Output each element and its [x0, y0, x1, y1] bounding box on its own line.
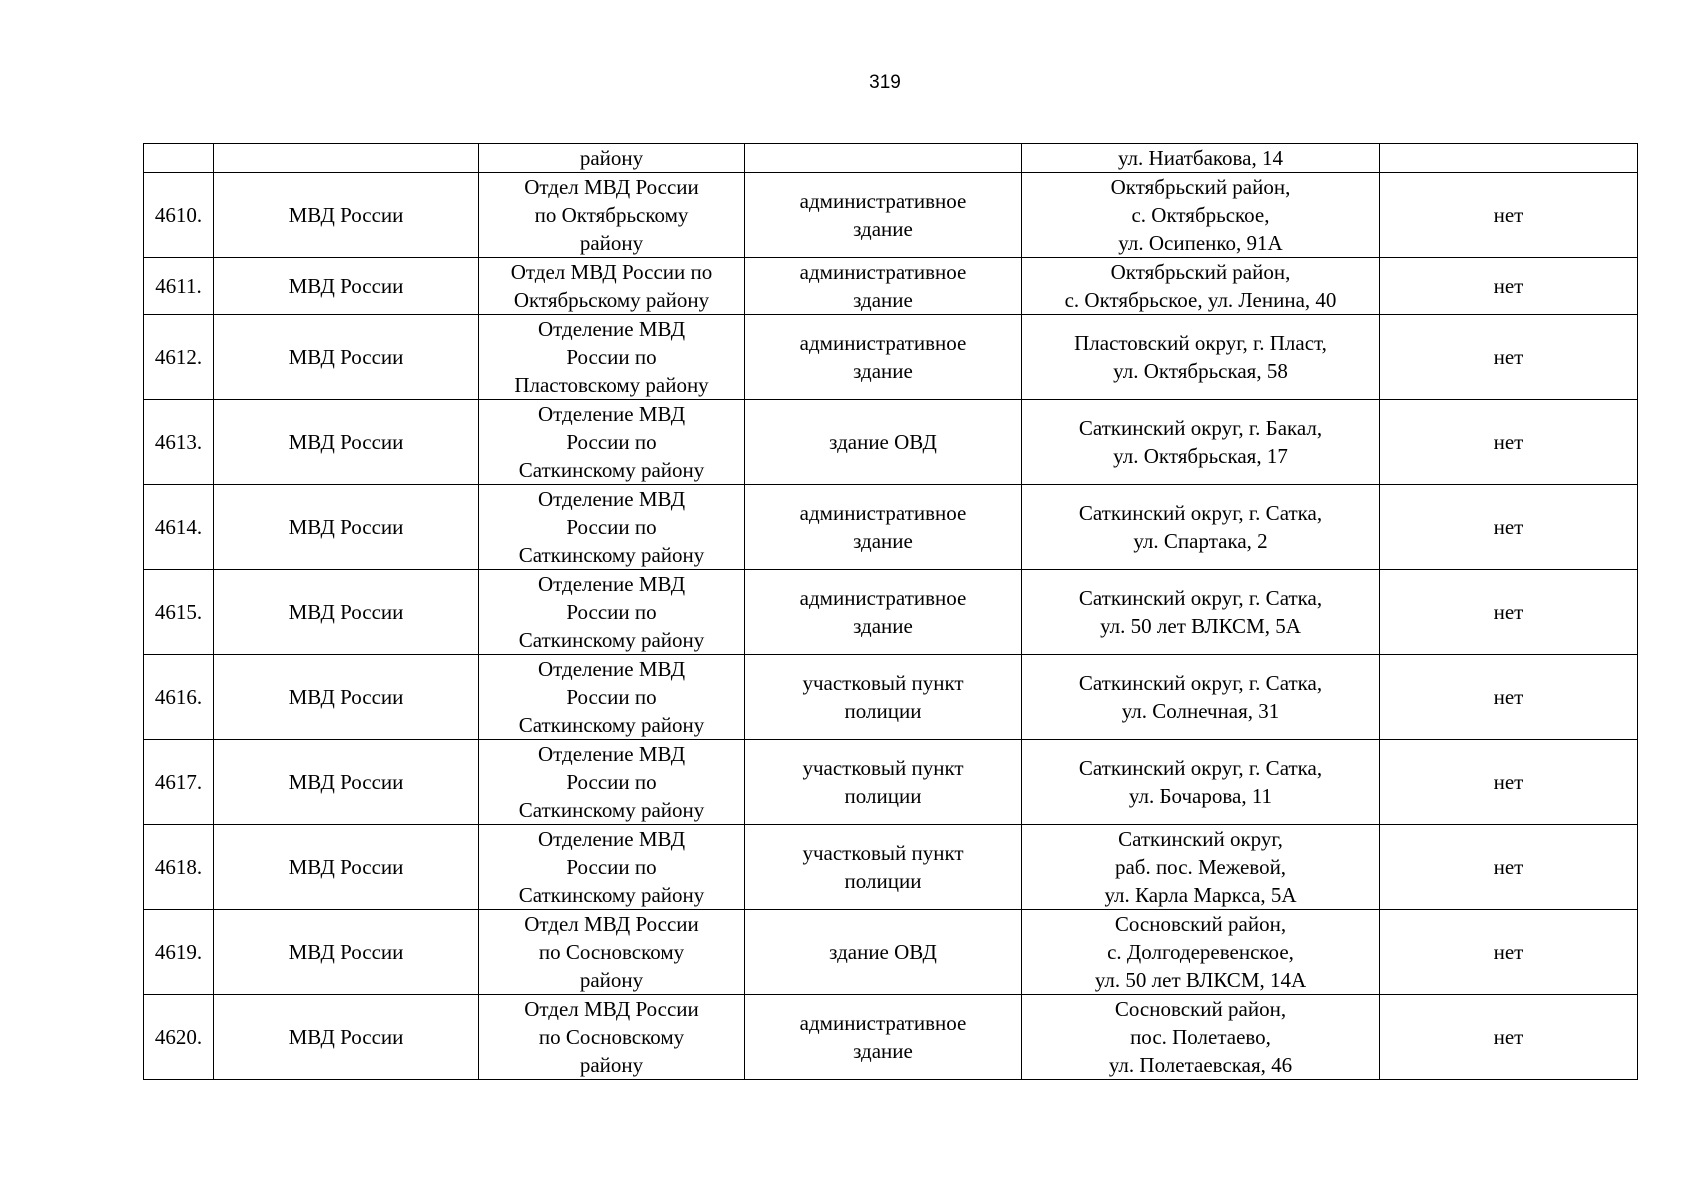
unit-line: по Сосновскому	[538, 1025, 685, 1049]
cell-unit: району	[479, 144, 745, 173]
address-line: Октябрьский район,	[1110, 260, 1291, 284]
unit-line: Саткинскому району	[518, 458, 705, 482]
unit-line: району	[579, 968, 644, 992]
object-line: здание	[853, 1039, 913, 1063]
unit-line: России по	[566, 345, 657, 369]
cell-status: нет	[1380, 258, 1638, 315]
cell-agency: МВД России	[214, 995, 479, 1080]
unit-line: Отдел МВД России	[524, 997, 699, 1021]
unit-line: России по	[566, 685, 657, 709]
address-line: раб. пос. Межевой,	[1114, 855, 1287, 879]
table-row	[144, 740, 1638, 825]
address-line: Саткинский округ, г. Сатка,	[1078, 756, 1323, 780]
cell-address	[1022, 655, 1380, 740]
table-row	[144, 258, 1638, 315]
object-line: полиции	[844, 784, 922, 808]
cell-number: 4616.	[144, 655, 214, 740]
cell-number: 4613.	[144, 400, 214, 485]
cell-object	[745, 400, 1022, 485]
table-row	[144, 995, 1638, 1080]
cell-status: нет	[1380, 485, 1638, 570]
address-line: ул. Октябрьская, 58	[1113, 359, 1288, 383]
cell-unit	[479, 485, 745, 570]
cell-address	[1022, 825, 1380, 910]
object-line: полиции	[844, 699, 922, 723]
unit-line: Отделение МВД	[537, 742, 686, 766]
cell-status: нет	[1380, 315, 1638, 400]
cell-status: нет	[1380, 655, 1638, 740]
object-line: участковый пункт	[802, 671, 964, 695]
cell-address	[1022, 740, 1380, 825]
address-line: ул. Солнечная, 31	[1121, 699, 1280, 723]
cell-number: 4612.	[144, 315, 214, 400]
object-line: полиции	[844, 869, 922, 893]
address-line: Саткинский округ, г. Сатка,	[1078, 671, 1323, 695]
object-line: здание	[853, 614, 913, 638]
unit-line: России по	[566, 770, 657, 794]
cell-unit	[479, 655, 745, 740]
cell-unit	[479, 258, 745, 315]
cell-unit	[479, 570, 745, 655]
object-line: здание ОВД	[829, 430, 937, 454]
address-line: ул. Осипенко, 91А	[1118, 231, 1283, 255]
cell-agency: МВД России	[214, 173, 479, 258]
table-row	[144, 485, 1638, 570]
cell-address: ул. Ниатбакова, 14	[1022, 144, 1380, 173]
address-line: ул. Спартака, 2	[1133, 529, 1268, 553]
address-line: с. Октябрьское, ул. Ленина, 40	[1064, 288, 1337, 312]
table-row	[144, 910, 1638, 995]
cell-unit	[479, 825, 745, 910]
cell-number	[144, 144, 214, 173]
cell-object	[745, 315, 1022, 400]
cell-unit	[479, 995, 745, 1080]
unit-line: Отделение МВД	[537, 487, 686, 511]
registry-table	[143, 143, 1638, 1080]
cell-object	[745, 655, 1022, 740]
object-line: административное	[799, 501, 967, 525]
address-line: ул. 50 лет ВЛКСМ, 5А	[1100, 614, 1301, 638]
unit-line: Октябрьскому району	[513, 288, 710, 312]
object-line: участковый пункт	[802, 756, 964, 780]
unit-line: Саткинскому району	[518, 798, 705, 822]
table-row-continuation	[144, 144, 1638, 173]
object-line: здание	[853, 359, 913, 383]
unit-line: по Сосновскому	[538, 940, 685, 964]
cell-address	[1022, 173, 1380, 258]
cell-status: нет	[1380, 910, 1638, 995]
address-line: Саткинский округ, г. Сатка,	[1078, 501, 1323, 525]
address-line: ул. Бочарова, 11	[1128, 784, 1273, 808]
cell-agency: МВД России	[214, 570, 479, 655]
cell-address	[1022, 485, 1380, 570]
cell-number: 4620.	[144, 995, 214, 1080]
cell-number: 4615.	[144, 570, 214, 655]
unit-line: Саткинскому району	[518, 883, 705, 907]
address-line: Пластовский округ, г. Пласт,	[1074, 331, 1327, 355]
cell-agency: МВД России	[214, 258, 479, 315]
page-number: 319	[869, 72, 901, 93]
address-line: ул. 50 лет ВЛКСМ, 14А	[1094, 968, 1307, 992]
address-line: пос. Полетаево,	[1130, 1025, 1271, 1049]
cell-number: 4618.	[144, 825, 214, 910]
unit-line: России по	[566, 600, 657, 624]
cell-unit	[479, 400, 745, 485]
unit-line: району	[579, 1053, 644, 1077]
table-row	[144, 315, 1638, 400]
address-line: ул. Карла Маркса, 5А	[1104, 883, 1297, 907]
cell-status: нет	[1380, 570, 1638, 655]
cell-object	[745, 740, 1022, 825]
cell-number: 4610.	[144, 173, 214, 258]
cell-agency: МВД России	[214, 910, 479, 995]
cell-agency: МВД России	[214, 825, 479, 910]
unit-line: Отдел МВД России	[524, 175, 699, 199]
cell-address	[1022, 995, 1380, 1080]
unit-line: Отделение МВД	[537, 827, 686, 851]
address-line: с. Октябрьское,	[1131, 203, 1270, 227]
address-line: Саткинский округ, г. Сатка,	[1078, 586, 1323, 610]
object-line: здание ОВД	[829, 940, 937, 964]
unit-line: Саткинскому району	[518, 713, 705, 737]
object-line: административное	[799, 586, 967, 610]
cell-object	[745, 570, 1022, 655]
unit-line: России по	[566, 855, 657, 879]
address-line: Саткинский округ,	[1118, 827, 1283, 851]
object-line: административное	[799, 189, 967, 213]
cell-status: нет	[1380, 740, 1638, 825]
cell-unit	[479, 315, 745, 400]
unit-line: району	[579, 231, 644, 255]
table-row	[144, 173, 1638, 258]
unit-line: Отдел МВД России по	[510, 260, 713, 284]
cell-status: нет	[1380, 173, 1638, 258]
cell-agency: МВД России	[214, 485, 479, 570]
unit-line: Саткинскому району	[518, 543, 705, 567]
cell-number: 4617.	[144, 740, 214, 825]
cell-number: 4619.	[144, 910, 214, 995]
object-line: здание	[853, 529, 913, 553]
cell-object	[745, 144, 1022, 173]
cell-status	[1380, 144, 1638, 173]
cell-address	[1022, 910, 1380, 995]
cell-unit	[479, 910, 745, 995]
unit-line: Отдел МВД России	[524, 912, 699, 936]
table-row	[144, 825, 1638, 910]
cell-status: нет	[1380, 825, 1638, 910]
cell-unit	[479, 173, 745, 258]
table-row	[144, 570, 1638, 655]
cell-address	[1022, 570, 1380, 655]
object-line: административное	[799, 331, 967, 355]
unit-line: Отделение МВД	[537, 402, 686, 426]
unit-line: Отделение МВД	[537, 572, 686, 596]
cell-address	[1022, 315, 1380, 400]
cell-agency: МВД России	[214, 315, 479, 400]
cell-number: 4614.	[144, 485, 214, 570]
cell-unit	[479, 740, 745, 825]
unit-line: Отделение МВД	[537, 657, 686, 681]
table-row	[144, 400, 1638, 485]
cell-agency: МВД России	[214, 655, 479, 740]
address-line: ул. Октябрьская, 17	[1113, 444, 1288, 468]
object-line: административное	[799, 260, 967, 284]
table-row	[144, 655, 1638, 740]
address-line: Сосновский район,	[1114, 997, 1287, 1021]
cell-agency: МВД России	[214, 400, 479, 485]
address-line: Сосновский район,	[1114, 912, 1287, 936]
cell-object	[745, 173, 1022, 258]
unit-line: России по	[566, 515, 657, 539]
unit-line: России по	[566, 430, 657, 454]
cell-object	[745, 995, 1022, 1080]
object-line: здание	[853, 217, 913, 241]
cell-object	[745, 485, 1022, 570]
object-line: административное	[799, 1011, 967, 1035]
cell-number: 4611.	[144, 258, 214, 315]
unit-line: Саткинскому району	[518, 628, 705, 652]
cell-agency: МВД России	[214, 740, 479, 825]
object-line: участковый пункт	[802, 841, 964, 865]
registry-table-body	[144, 144, 1638, 1080]
cell-object	[745, 258, 1022, 315]
cell-status: нет	[1380, 995, 1638, 1080]
cell-status: нет	[1380, 400, 1638, 485]
cell-object	[745, 910, 1022, 995]
cell-address	[1022, 258, 1380, 315]
address-line: Октябрьский район,	[1110, 175, 1291, 199]
unit-line: Пластовскому району	[514, 373, 709, 397]
unit-line: Отделение МВД	[537, 317, 686, 341]
object-line: здание	[853, 288, 913, 312]
unit-line: по Октябрьскому	[534, 203, 689, 227]
address-line: ул. Полетаевская, 46	[1108, 1053, 1293, 1077]
address-line: Саткинский округ, г. Бакал,	[1078, 416, 1323, 440]
cell-agency	[214, 144, 479, 173]
address-line: с. Долгодеревенское,	[1107, 940, 1294, 964]
cell-object	[745, 825, 1022, 910]
cell-address	[1022, 400, 1380, 485]
